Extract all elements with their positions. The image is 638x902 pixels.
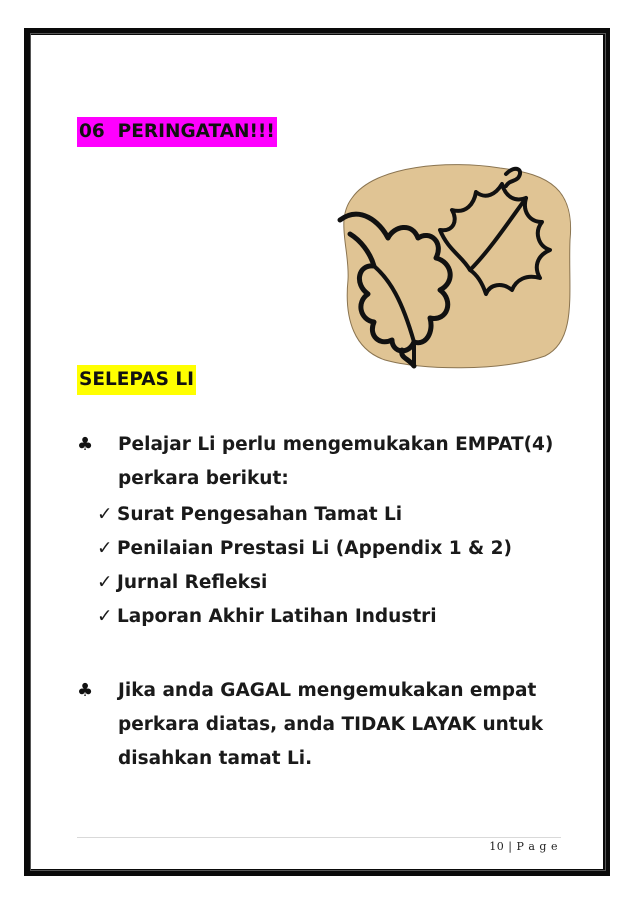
page-number: 10: [489, 840, 505, 853]
bullet-text-line: Jika anda GAGAL mengemukakan empat: [118, 680, 537, 701]
list-item: [97, 566, 557, 600]
check-icon: ✓: [97, 572, 113, 593]
list-item-label: Jurnal Refleksi: [117, 572, 268, 593]
page-label: P a g e: [516, 840, 558, 853]
bullet-text-line: disahkan tamat Li.: [118, 748, 313, 769]
list-item: [97, 532, 557, 566]
club-icon: ♣: [77, 434, 94, 455]
section-number: 06: [79, 121, 105, 142]
list-item-label: Penilaian Prestasi Li (Appendix 1 & 2): [117, 538, 512, 559]
list-item-label: Surat Pengesahan Tamat Li: [117, 504, 403, 525]
required-documents-list: [97, 498, 557, 634]
footer-divider: [77, 837, 561, 838]
section-title: PERINGATAN!!!: [117, 121, 275, 142]
check-icon: ✓: [97, 504, 113, 525]
sub-heading: SELEPAS LI: [77, 365, 196, 395]
bullet-text-line: perkara diatas, anda TIDAK LAYAK untuk: [118, 714, 544, 735]
page-separator: |: [508, 840, 513, 853]
bullet-item-submission: [77, 428, 577, 496]
page-number-footer: [489, 840, 558, 853]
check-icon: ✓: [97, 538, 113, 559]
list-item-label: Laporan Akhir Latihan Industri: [117, 606, 437, 627]
list-item: [97, 498, 557, 532]
autumn-leaves-clipart: [330, 160, 580, 375]
list-item: [97, 600, 557, 634]
bullet-text-line: perkara berikut:: [118, 468, 289, 489]
check-icon: ✓: [97, 606, 113, 627]
club-icon: ♣: [77, 680, 94, 701]
section-heading: [77, 117, 277, 147]
bullet-item-warning: [77, 674, 577, 776]
bullet-text-line: Pelajar Li perlu mengemukakan EMPAT(4): [118, 434, 554, 455]
